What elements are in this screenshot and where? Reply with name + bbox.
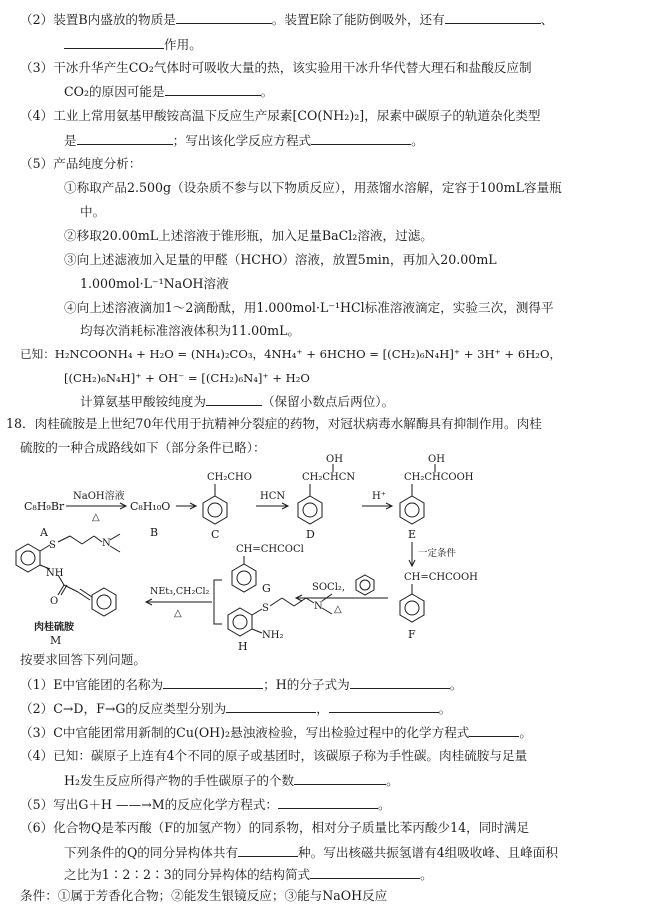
- q17-5-step3: [64, 252, 497, 268]
- q17-calc-b: （保留小数点后两位）。: [261, 394, 395, 409]
- q17-known-2: [64, 370, 310, 386]
- q18-6-d: 之比为1∶2∶2∶3的同分异构体的结构简式: [64, 867, 311, 882]
- q17-calc-blank[interactable]: [206, 393, 262, 406]
- q18-2-blank-2[interactable]: [329, 700, 439, 713]
- q17-5-step3-a: ③向上述滤液加入足量的甲醛（HCHO）溶液，放置5min，再加入20.00mL: [64, 252, 497, 267]
- q17-4-blank-1[interactable]: [77, 132, 173, 145]
- q17-5-step4: [64, 300, 554, 316]
- q17-5-step2: [64, 228, 433, 244]
- q17-5-step4-b: 均每次消耗标准溶液体积为11.00mL。: [80, 323, 301, 338]
- label-c: C: [211, 528, 220, 541]
- q18-1-c: 。: [449, 677, 463, 692]
- heat-gh-m: △: [174, 608, 182, 619]
- reagent-f-g-benzene-icon: [356, 575, 374, 595]
- q17-3-line1: [20, 60, 532, 76]
- compound-d-oh: OH: [326, 454, 343, 465]
- q17-3-text-b: CO₂的原因可能是: [64, 84, 165, 99]
- q18-5-blank[interactable]: [278, 796, 378, 809]
- q17-4-text-b: 是: [64, 133, 77, 148]
- q18-prompt: [20, 652, 146, 668]
- heat-a-b: △: [92, 512, 100, 523]
- q17-known-eq-1: 已知：H₂NCOONH₄ + H₂O = (NH₄)₂CO₃，4NH₄⁺ + 6HCHO = [(CH₂)₆N₄H]⁺ + 3H⁺ + 6H₂O，: [20, 347, 562, 361]
- q17-5-step4-a: ④向上述溶液滴加1～2滴酚酞，用1.000mol·L⁻¹HCl标准溶液滴定，实验三次，测得平: [64, 300, 554, 315]
- q18-6-line3: [64, 866, 433, 883]
- compound-f-structure: [400, 584, 424, 622]
- q18-intro-b: 硫胺的一种合成路线如下（部分条件已略）：: [20, 440, 266, 455]
- heat-f-g: △: [334, 604, 342, 615]
- q18-6-e: 。: [420, 867, 433, 882]
- q17-5-step1: [64, 180, 562, 196]
- q18-3: [20, 724, 532, 741]
- q18-6-line1: [20, 820, 529, 836]
- q18-4-line1: [20, 748, 527, 764]
- compound-m-n: N: [102, 538, 111, 549]
- q18-4-c: 。: [386, 773, 399, 788]
- reagent-gh-m: NEt₃,CH₂Cl₂: [150, 586, 210, 597]
- q17-3-text-a: （3）干冰升华产生CO₂气体时可吸收大量的热，该实验用干冰升华代替大理石和盐酸反应制: [20, 60, 532, 75]
- q17-5-step3-b: 1.000mol·L⁻¹NaOH溶液: [80, 276, 229, 291]
- q17-known-1: [20, 346, 561, 362]
- q18-3-blank[interactable]: [469, 724, 519, 737]
- compound-a: C₈H₉Br: [24, 500, 65, 513]
- q18-cond-text: 条件：①属于芳香化合物；②能发生银镜反应；③能与NaOH反应: [20, 888, 388, 903]
- q18-conditions: [20, 888, 387, 904]
- q18-6-blank-2[interactable]: [310, 866, 420, 879]
- q17-2-line2: [64, 36, 202, 53]
- compound-h-s: S: [262, 603, 269, 614]
- q17-known-eq-2: [(CH₂)₆N₄H]⁺ + OH⁻ = [(CH₂)₆N₄]⁺ + H₂O: [64, 371, 310, 385]
- q17-4-text-c: ；写出该化学反应方程式: [172, 133, 312, 148]
- q17-2-text-d: 作用。: [164, 37, 202, 52]
- compound-m-name: 肉桂硫胺: [34, 622, 74, 633]
- q18-6-b: 下列条件的Q的同分异构体共有: [64, 845, 239, 860]
- q18-2: [20, 700, 451, 717]
- q17-5-step1-b: 中。: [80, 204, 106, 219]
- q18-4-a: （4）已知：碳原子上连有4个不同的原子或基团时，该碳原子称为手性碳。肉桂硫胺与足量: [20, 748, 528, 763]
- compound-b: C₈H₁₀O: [130, 500, 171, 513]
- q18-5-a: （5）写出G＋H ——→M的反应化学方程式：: [20, 797, 279, 812]
- q18-5-b: 。: [378, 797, 391, 812]
- q18-5: [20, 796, 391, 813]
- compound-m-o: O: [50, 596, 59, 607]
- label-e: E: [408, 528, 417, 541]
- q17-3-blank[interactable]: [165, 83, 261, 96]
- label-f: F: [408, 628, 416, 641]
- q17-4-blank-2[interactable]: [311, 132, 411, 145]
- q17-5-step4b: [80, 323, 300, 339]
- q18-6-c: 种。写出核磁共振氢谱有4组吸收峰、且峰面积: [298, 845, 558, 860]
- q17-5-step2-text: ②移取20.00mL上述溶液于锥形瓶，加入足量BaCl₂溶液，过滤。: [64, 228, 433, 243]
- synthesis-scheme: [0, 452, 657, 652]
- q18-2-a: （2）C→D，F→G的反应类型分别为: [20, 701, 227, 716]
- compound-c-group: CH₂CHO: [207, 472, 252, 483]
- q18-1-b: ；H的分子式为: [263, 677, 350, 692]
- q17-3-line2: [64, 83, 273, 100]
- q17-2-blank-1[interactable]: [176, 11, 272, 24]
- q18-4-line2: [64, 772, 399, 789]
- reagent-f-g: SOCl₂,: [312, 582, 346, 593]
- q18-1-blank-2[interactable]: [350, 676, 450, 689]
- q17-5-step1-a: ①称取产品2.500g（设杂质不参与以下物质反应），用蒸馏水溶解，定容于100mL容量瓶: [64, 180, 562, 195]
- q17-3-text-c: 。: [260, 84, 274, 99]
- label-m: M: [50, 634, 62, 647]
- q17-5-title: [20, 156, 141, 172]
- reagent-a-b: NaOH溶液: [73, 491, 125, 502]
- q18-2-c: 。: [438, 701, 452, 716]
- label-d: D: [306, 528, 315, 541]
- q18-4-b: H₂发生反应所得产物的手性碳原子的个数: [64, 773, 295, 788]
- q17-4-line2: [64, 132, 424, 149]
- compound-f-group: CH=CHCOOH: [404, 572, 478, 583]
- compound-g-structure: [232, 556, 256, 592]
- q18-1-blank-1[interactable]: [163, 676, 263, 689]
- compound-e-oh: OH: [428, 454, 445, 465]
- reagent-d-e: H⁺: [372, 491, 386, 502]
- q18-3-a: （3）C中官能团常用新制的Cu(OH)₂悬浊液检验，写出检验过程中的化学方程式: [20, 725, 470, 740]
- q18-1-a: （1）E中官能团的名称为: [20, 677, 164, 692]
- q17-2-text-c: 、: [540, 12, 554, 27]
- q17-2-line1: [20, 11, 553, 28]
- q18-6-a: （6）化合物Q是苯丙酸（F的加氢产物）的同系物，相对分子质量比苯丙酸少14，同时满足: [20, 820, 530, 835]
- q18-2-b: ，: [316, 701, 329, 716]
- q17-2-text-b: 。装置E除了能防倒吸外，还有: [271, 12, 445, 27]
- compound-m-nh: NH: [46, 568, 64, 579]
- q18-2-blank-1[interactable]: [226, 700, 316, 713]
- q17-4-text-d: 。: [411, 133, 424, 148]
- q17-5-title-text: （5）产品纯度分析：: [20, 156, 142, 171]
- bracket-g-h: [214, 580, 222, 624]
- label-a: A: [40, 526, 48, 539]
- q18-4-blank[interactable]: [294, 772, 386, 785]
- compound-g-group: CH=CHCOCl: [236, 544, 304, 555]
- cond-e-f: 一定条件: [418, 548, 457, 559]
- reagent-c-d: HCN: [260, 491, 286, 502]
- compound-c-structure: [203, 484, 227, 524]
- label-b: B: [150, 526, 159, 539]
- q17-5-step1b: [80, 204, 105, 220]
- label-g: G: [262, 582, 271, 595]
- q17-2-text-a: （2）装置B内盛放的物质是: [20, 12, 176, 27]
- q17-4-text-a: （4）工业上常用氨基甲酸铵高温下反应生产尿素[CO(NH₂)₂]，尿素中碳原子的轨道杂化类型: [20, 108, 541, 123]
- q18-intro-a: 18．肉桂硫胺是上世纪70年代用于抗精神分裂症的药物，对冠状病毒水解酶具有抑制作用。肉桂: [6, 416, 542, 431]
- compound-e-group: CH₂CHCOOH: [404, 472, 474, 483]
- q17-5-step3b: [80, 276, 229, 292]
- q18-prompt-text: 按要求回答下列问题。: [20, 652, 146, 667]
- compound-d-group: CH₂CHCN: [302, 472, 356, 483]
- q17-calc: [80, 393, 394, 410]
- q18-intro-1: [6, 416, 542, 432]
- compound-h-n: N: [314, 601, 323, 612]
- q18-6-blank-1[interactable]: [238, 844, 298, 857]
- q18-1: [20, 676, 462, 693]
- q17-4-line1: [20, 108, 541, 124]
- q17-calc-a: 计算氨基甲酸铵纯度为: [80, 394, 206, 409]
- q17-2-blank-2[interactable]: [445, 11, 541, 24]
- label-h: H: [238, 640, 248, 652]
- q18-6-line2: [64, 844, 558, 861]
- q18-3-b: 。: [519, 725, 532, 740]
- q17-2-blank-3[interactable]: [64, 36, 164, 49]
- compound-m-s: S: [49, 540, 56, 551]
- compound-h-nh2: NH₂: [262, 630, 284, 641]
